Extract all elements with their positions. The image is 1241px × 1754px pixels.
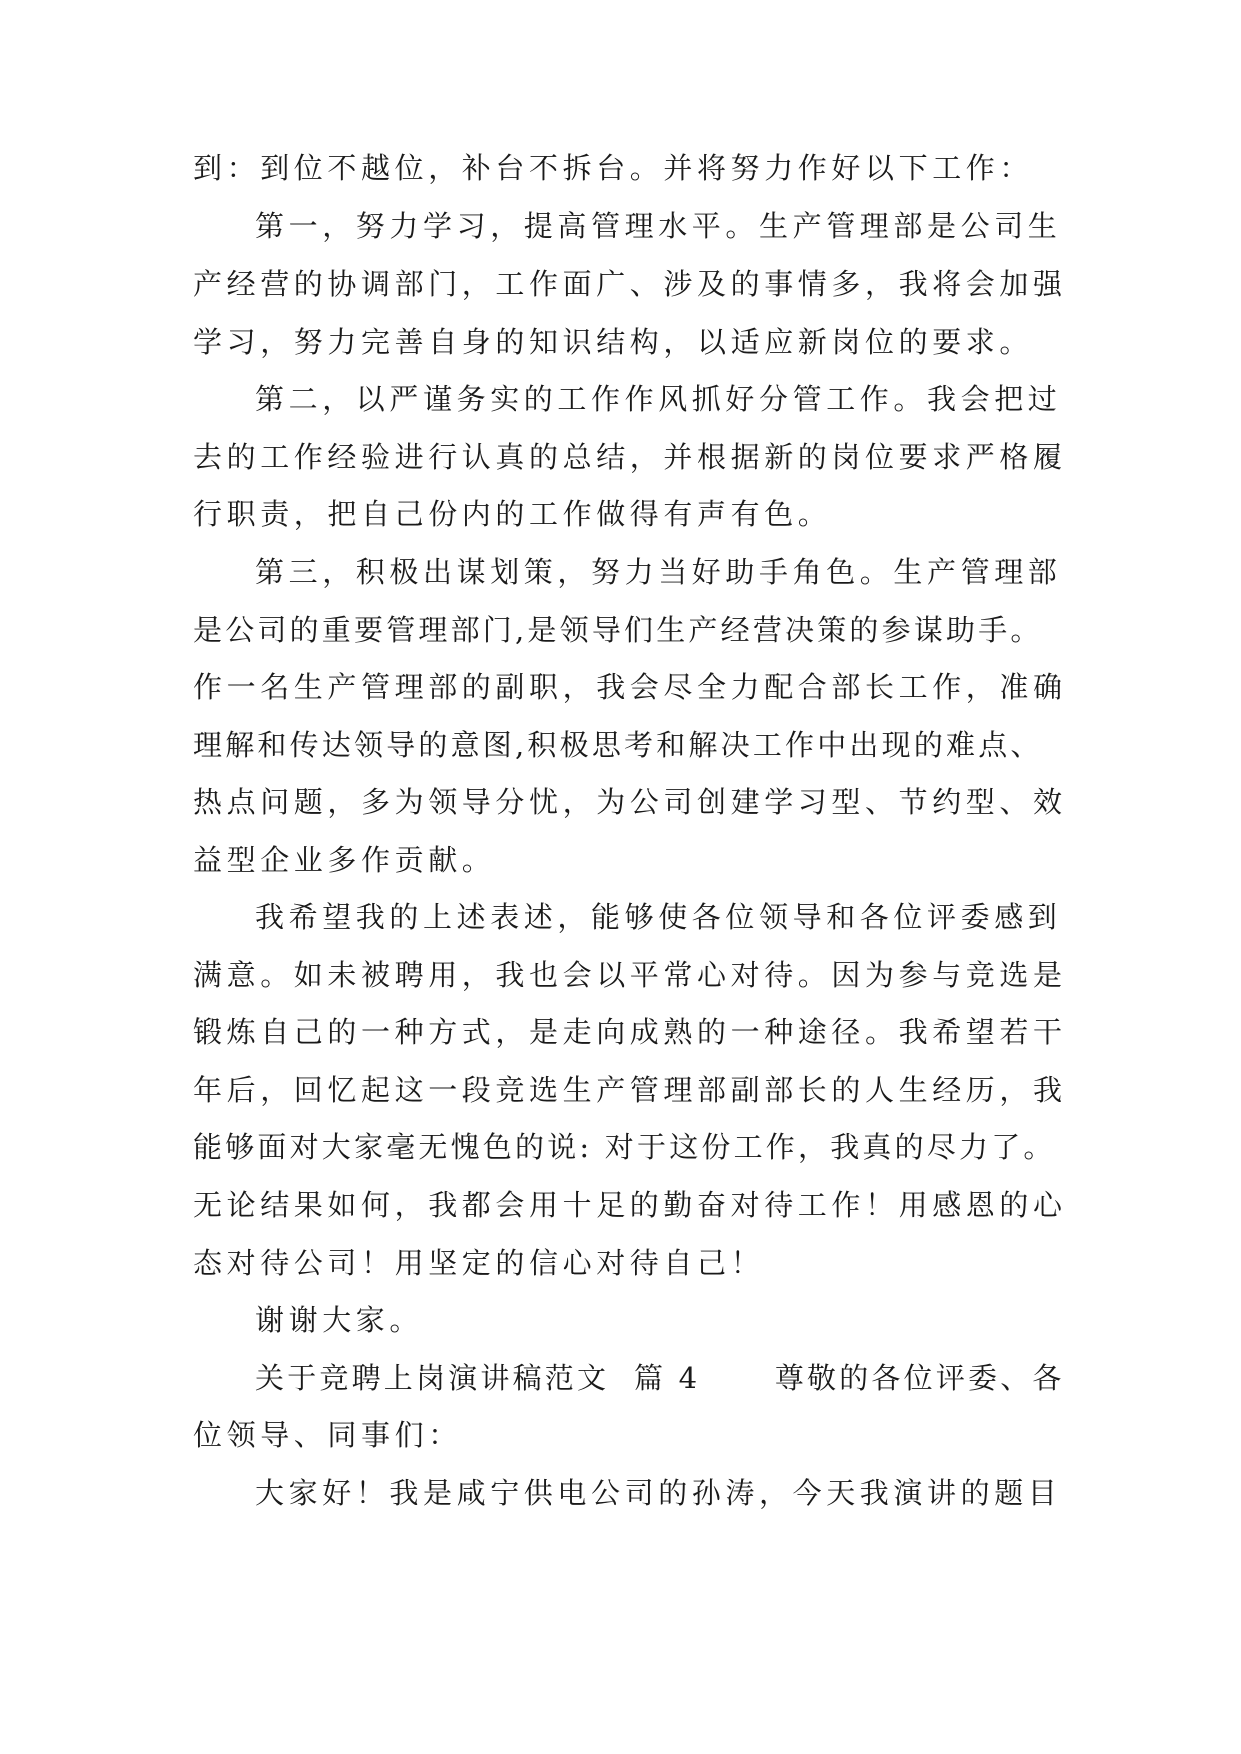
text-line-10: 作一名生产管理部的副职，我会尽全力配合部长工作，准确 xyxy=(193,670,1067,704)
text-line-5: 第二，以严谨务实的工作作风抓好分管工作。我会把过 xyxy=(255,382,1062,416)
text-line-18: 能够面对大家毫无愧色的说: 对于这份工作，我真的尽力了。 xyxy=(193,1130,1056,1164)
text-line-6: 去的工作经验进行认真的总结，并根据新的岗位要求严格履 xyxy=(193,440,1067,474)
text-line-9: 是公司的重要管理部门,是领导们生产经营决策的参谋助手。 xyxy=(193,613,1043,647)
text-line-17: 年后，回忆起这一段竞选生产管理部副部长的人生经历，我 xyxy=(193,1073,1067,1107)
text-line-4: 学习，努力完善自身的知识结构，以适应新岗位的要求。 xyxy=(193,325,1034,359)
text-line-11: 理解和传达领导的意图,积极思考和解决工作中出现的难点、 xyxy=(193,728,1043,762)
text-line-14: 我希望我的上述表述，能够使各位领导和各位评委感到 xyxy=(255,900,1062,934)
text-line-13: 益型企业多作贡献。 xyxy=(193,843,496,877)
text-line-19: 无论结果如何，我都会用十足的勤奋对待工作！用感恩的心 xyxy=(193,1188,1067,1222)
text-line-12: 热点问题，多为领导分忧，为公司创建学习型、节约型、效 xyxy=(193,785,1067,819)
text-line-3: 产经营的协调部门，工作面广、涉及的事情多，我将会加强 xyxy=(193,267,1067,301)
text-line-22: 关于竞聘上岗演讲稿范文 篇 4 尊敬的各位评委、各 xyxy=(255,1361,1065,1395)
text-line-7: 行职责，把自己份内的工作做得有声有色。 xyxy=(193,497,832,531)
text-line-23: 位领导、同事们： xyxy=(193,1418,462,1452)
text-line-15: 满意。如未被聘用，我也会以平常心对待。因为参与竞选是 xyxy=(193,958,1067,992)
text-line-16: 锻炼自己的一种方式，是走向成熟的一种途径。我希望若干 xyxy=(193,1015,1067,1049)
text-line-20: 态对待公司！用坚定的信心对待自己！ xyxy=(193,1246,765,1280)
text-line-21: 谢谢大家。 xyxy=(255,1303,424,1337)
text-line-24: 大家好！我是咸宁供电公司的孙涛，今天我演讲的题目 xyxy=(255,1476,1062,1510)
text-line-1: 到：到位不越位，补台不拆台。并将努力作好以下工作： xyxy=(193,151,1034,185)
text-line-2: 第一，努力学习，提高管理水平。生产管理部是公司生 xyxy=(255,209,1062,243)
text-line-8: 第三，积极出谋划策，努力当好助手角色。生产管理部 xyxy=(255,555,1062,589)
